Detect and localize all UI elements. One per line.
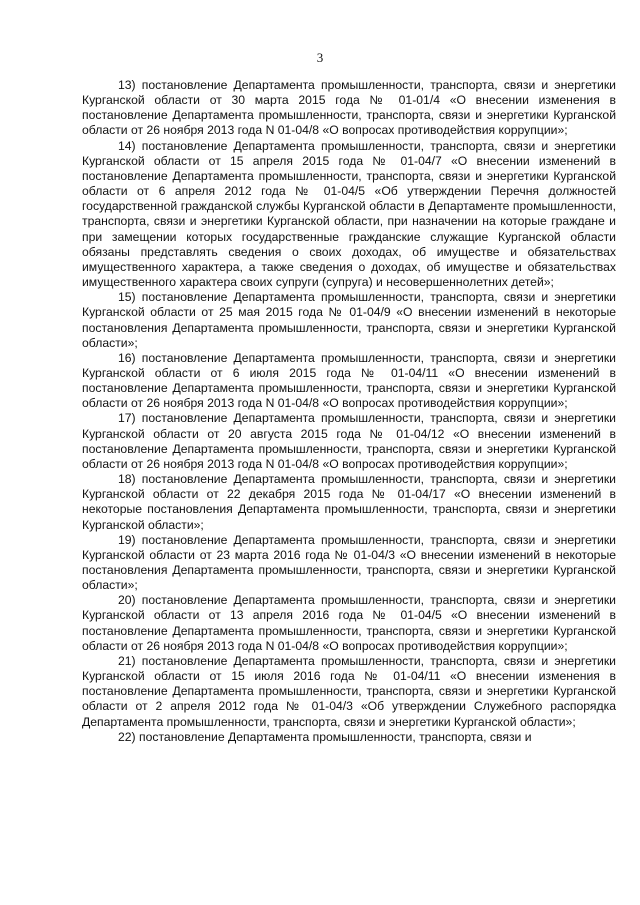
list-item-17: 17) постановление Департамента промышленности, транспорта, связи и энергетики Курганской области от 20 августа 2015 года № 01-04/12 «О внесении изменений в постановление Департамента промышленности, транспорта, связи и энергетики Курганской области от 26 ноября 2013 года N 01-04/8 «О вопросах противодействия коррупции»;	[82, 411, 616, 471]
list-item-13: 13) постановление Департамента промышленности, транспорта, связи и энергетики Курганской области от 30 марта 2015 года № 01-01/4 «О внесении изменения в постановление Департамента промышленности, транспорта, связи и энергетики Курганской области от 26 ноября 2013 года N 01-04/8 «О вопросах противодействия коррупции»;	[82, 78, 616, 138]
list-item-18: 18) постановление Департамента промышленности, транспорта, связи и энергетики Курганской области от 22 декабря 2015 года № 01-04/17 «О внесении изменений в некоторые постановления Департамента промышленности, транспорта, связи и энергетики Курганской области»;	[82, 472, 616, 532]
list-item-21: 21) постановление Департамента промышленности, транспорта, связи и энергетики Курганской области от 15 июля 2016 года № 01-04/11 «О внесении изменения в постановление Департамента промышленности, транспорта, связи и энергетики Курганской области от 2 апреля 2012 года № 01-04/3 «Об утверждении Служебного распорядка Департамента промышленности, транспорта, связи и энергетики Курганской области»;	[82, 653, 616, 729]
document-body	[82, 78, 616, 745]
list-item-14: 14) постановление Департамента промышленности, транспорта, связи и энергетики Курганской области от 15 апреля 2015 года № 01-04/7 «О внесении изменений в постановление Департамента промышленности, транспорта, связи и энергетики Курганской области от 6 апреля 2012 года № 01-04/5 «Об утверждении Перечня должностей государственной гражданской службы Курганской области в Департаменте промышленности, транспорта, связи и энергетики Курганской области, при назначении на которые граждане и при замещении которых государственные гражданские служащие Курганской области обязаны представлять сведения о своих доходах, об имуществе и обязательствах имущественного характера, а также сведения о доходах, об имуществе и обязательствах имущественного характера своих супруги (супруга) и несовершеннолетних детей»;	[82, 138, 616, 290]
page-number: 3	[316, 50, 324, 65]
list-item-16: 16) постановление Департамента промышленности, транспорта, связи и энергетики Курганской области от 6 июля 2015 года № 01-04/11 «О внесении изменений в постановление Департамента промышленности, транспорта, связи и энергетики Курганской области от 26 ноября 2013 года N 01-04/8 «О вопросах противодействия коррупции»;	[82, 350, 616, 411]
list-item-22: 22) постановление Департамента промышленности, транспорта, связи и	[118, 729, 532, 744]
list-item-15: 15) постановление Департамента промышленности, транспорта, связи и энергетики Курганской области от 25 мая 2015 года № 01-04/9 «О внесении изменений в некоторые постановления Департамента промышленности, транспорта, связи и энергетики Курганской области»;	[82, 290, 616, 350]
list-item-19: 19) постановление Департамента промышленности, транспорта, связи и энергетики Курганской области от 23 марта 2016 года № 01-04/3 «О внесении изменений в некоторые постановления Департамента промышленности, транспорта, связи и энергетики Курганской области»;	[82, 532, 616, 593]
list-item-20: 20) постановление Департамента промышленности, транспорта, связи и энергетики Курганской области от 13 апреля 2016 года № 01-04/5 «О внесении изменений в постановление Департамента промышленности, транспорта, связи и энергетики Курганской области от 26 ноября 2013 года N 01-04/8 «О вопросах противодействия коррупции»;	[82, 593, 616, 653]
